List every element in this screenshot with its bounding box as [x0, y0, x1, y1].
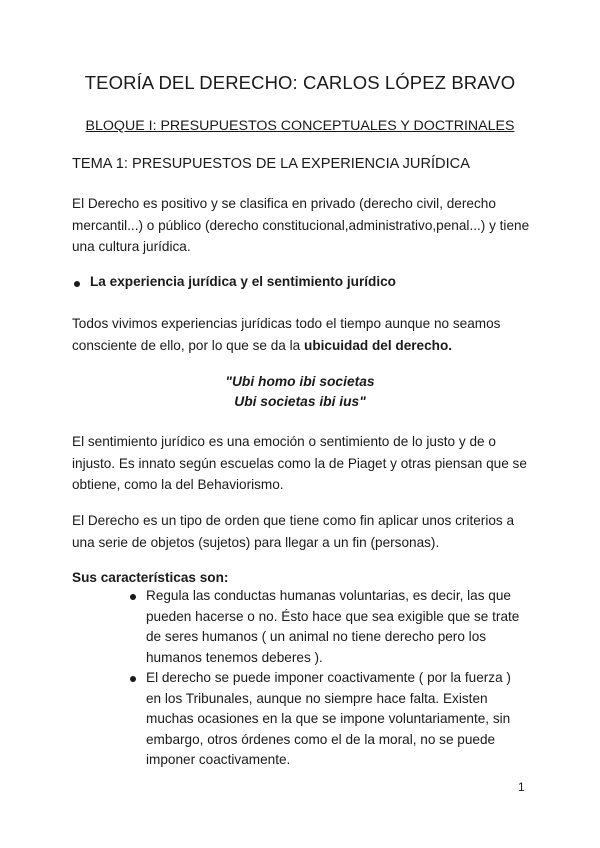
block-title: BLOQUE I: PRESUPUESTOS CONCEPTUALES Y DOCTRINALES	[85, 118, 515, 134]
characteristics-heading: Sus características son:	[72, 570, 229, 585]
page-number: 1	[518, 780, 525, 794]
list-item: Regula las conductas humanas voluntarias, es decir, las que pueden hacerse o no. Ésto hace que sea exigible que se trate de seres humanos ( un animal no tiene derecho pero los humanos tenemos deberes ).	[146, 588, 520, 665]
experience-text: Todos vivimos experiencias jurídicas todo el tiempo aunque no seamos consciente de ello, por lo que se da la	[72, 316, 501, 353]
section-heading: La experiencia jurídica y el sentimiento jurídico	[90, 274, 396, 289]
topic-title: TEMA 1: PRESUPUESTOS DE LA EXPERIENCIA JURÍDICA	[72, 156, 470, 172]
quote-line-2: Ubi societas ibi ius"	[234, 394, 366, 409]
bullet-icon	[130, 594, 136, 600]
intro-paragraph: El Derecho es positivo y se clasifica en privado (derecho civil, derecho mercantil...) o público (derecho constitucional,administrativo,penal...) y tiene una cultura jurídica.	[72, 196, 530, 254]
experience-paragraph	[72, 313, 532, 356]
bullet-icon	[74, 281, 80, 287]
list-item: El derecho se puede imponer coactivamente ( por la fuerza ) en los Tribunales, aunque no siempre hace falta. Existen muchas ocasiones en la que se impone voluntariamente, sin embargo, otros órdenes como el de la moral, no se puede imponer coactivamente.	[146, 670, 511, 767]
bullet-icon	[130, 676, 136, 682]
experience-bold-text: ubicuidad del derecho.	[304, 337, 453, 353]
document-title: TEORÍA DEL DERECHO: CARLOS LÓPEZ BRAVO	[84, 72, 516, 93]
feeling-paragraph: El sentimiento jurídico es una emoción o sentimiento de lo justo y de o injusto. Es innato según escuelas como la de Piaget y otras piensan que se obtiene, como la del Behaviorismo.	[72, 434, 527, 492]
quote-line-1: "Ubi homo ibi societas	[225, 374, 375, 389]
order-paragraph: El Derecho es un tipo de orden que tiene como fin aplicar unos criterios a una serie de objetos (sujetos) para llegar a un fin (personas).	[72, 513, 515, 550]
